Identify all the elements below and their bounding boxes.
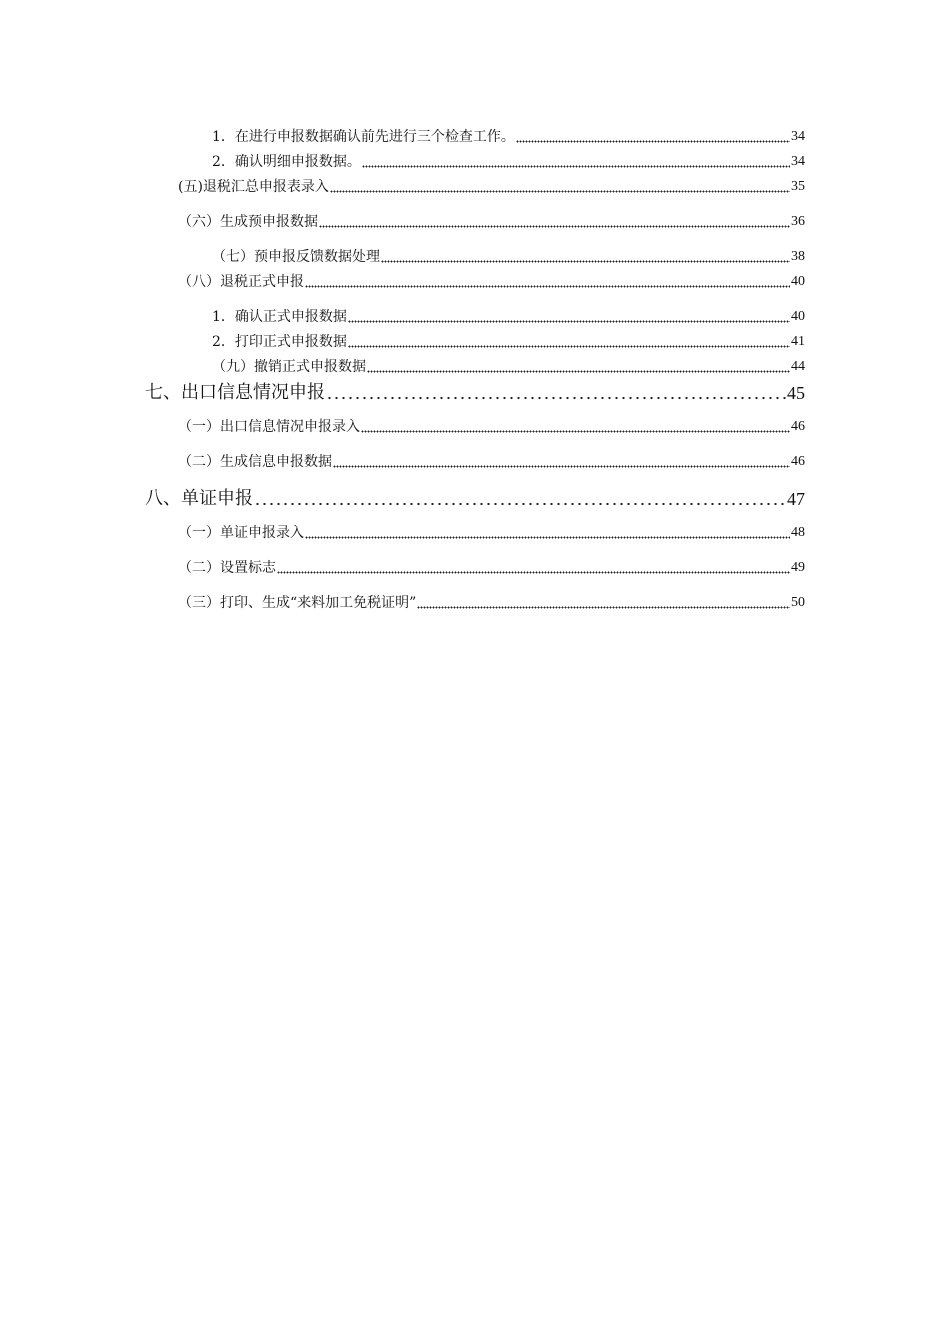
- toc-page-number: 48: [791, 525, 805, 540]
- toc-page-number: 41: [791, 334, 805, 349]
- toc-entry[interactable]: [212, 128, 805, 146]
- toc-page-number: 35: [791, 179, 805, 194]
- dot-leader: [348, 311, 790, 323]
- toc-page-number: 45: [787, 383, 805, 403]
- dot-leader: [330, 181, 790, 193]
- toc-entry-label: (五)退税汇总申报表录入: [178, 179, 329, 195]
- toc-entry-label: （一）出口信息情况申报录入: [178, 419, 360, 435]
- dot-leader: [367, 361, 790, 373]
- toc-entry[interactable]: [212, 308, 805, 326]
- toc-page-number: 40: [791, 274, 805, 289]
- dot-leader: [333, 456, 790, 468]
- toc-entry-label: 2．打印正式申报数据: [212, 334, 347, 350]
- toc-entry[interactable]: [178, 418, 805, 436]
- toc-entry-label: （二）生成信息申报数据: [178, 454, 332, 470]
- toc-page-number: 38: [791, 249, 805, 264]
- toc-entry[interactable]: [212, 358, 805, 376]
- toc-section-label: 八、单证申报: [145, 488, 253, 509]
- toc-page-number: 49: [791, 560, 805, 575]
- toc-section-entry[interactable]: [145, 488, 805, 510]
- toc-entry[interactable]: [178, 213, 805, 231]
- toc-entry[interactable]: [178, 453, 805, 471]
- toc-entry-label: （二）设置标志: [178, 560, 276, 576]
- toc-page-number: 34: [791, 129, 805, 144]
- toc-entry-label: （七）预申报反馈数据处理: [212, 249, 380, 265]
- toc-entry[interactable]: [178, 524, 805, 542]
- toc-page-number: 47: [787, 489, 805, 509]
- toc-page-number: 44: [791, 359, 805, 374]
- toc-entry-label: （三）打印、生成“来料加工免税证明”: [178, 595, 417, 611]
- toc-page-number: 36: [791, 214, 805, 229]
- dot-leader: [254, 492, 786, 506]
- dot-leader: [305, 527, 790, 539]
- toc-entry[interactable]: [178, 178, 805, 196]
- dot-leader: [319, 216, 790, 228]
- toc-entry[interactable]: [212, 333, 805, 351]
- toc-entry-label: （六）生成预申报数据: [178, 214, 318, 230]
- toc-entry-label: （一）单证申报录入: [178, 525, 304, 541]
- toc-entry[interactable]: [212, 248, 805, 266]
- toc-entry-label: 1．确认正式申报数据: [212, 309, 347, 325]
- toc-page-number: 46: [791, 454, 805, 469]
- toc-entry-label: （八）退税正式申报: [178, 274, 304, 290]
- toc-entry[interactable]: [178, 559, 805, 577]
- toc-entry-label: （九）撤销正式申报数据: [212, 359, 366, 375]
- toc-entry[interactable]: [212, 153, 805, 171]
- dot-leader: [348, 336, 790, 348]
- toc-entry-label: 1．在进行申报数据确认前先进行三个检查工作。: [212, 129, 515, 145]
- dot-leader: [305, 276, 790, 288]
- dot-leader: [417, 597, 790, 609]
- dot-leader: [381, 251, 790, 263]
- toc-page-number: 40: [791, 309, 805, 324]
- dot-leader: [361, 421, 790, 433]
- dot-leader: [277, 562, 790, 574]
- dot-leader: [516, 131, 790, 143]
- toc-page-number: 46: [791, 419, 805, 434]
- dot-leader: [362, 156, 790, 168]
- toc-page-number: 50: [791, 595, 805, 610]
- toc-section-entry[interactable]: [145, 382, 805, 404]
- toc-entry[interactable]: [178, 594, 805, 612]
- toc-entry[interactable]: [178, 273, 805, 291]
- toc-section-label: 七、出口信息情况申报: [145, 382, 325, 403]
- toc-entry-label: 2．确认明细申报数据。: [212, 154, 361, 170]
- dot-leader: [326, 386, 786, 400]
- toc-page-number: 34: [791, 154, 805, 169]
